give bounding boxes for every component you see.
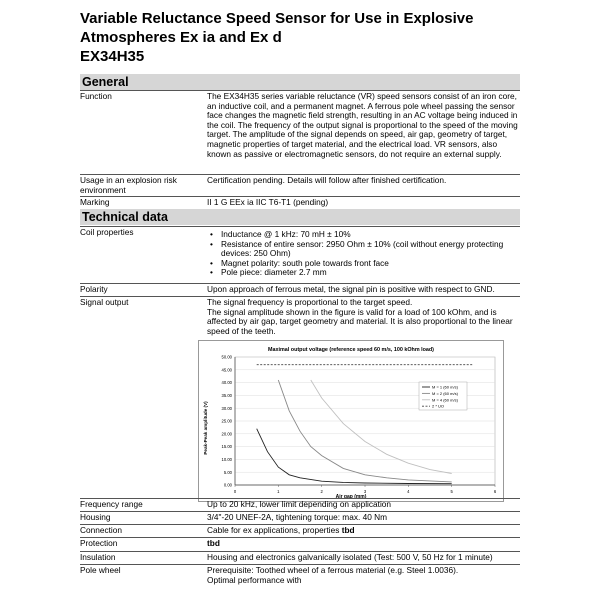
freq-text: Up to 20 kHz, lower limit depending on application (207, 499, 392, 509)
model-number: EX34H35 (80, 48, 145, 65)
chart-title: Maximal output voltage (reference speed 60 m/s, 100 kOhm load) (268, 347, 434, 353)
title-line-1: Variable Reluctance Speed Sensor for Use in Explosive (80, 10, 474, 27)
polewheel-text-wrap (207, 566, 520, 585)
row-frequency-range (80, 498, 520, 511)
housing-text: 3/4"-20 UNEF-2A, tightening torque: max. 40 Nm (207, 512, 388, 522)
row-connection (80, 524, 520, 537)
polarity-text: Upon approach of ferrous metal, the signal pin is positive with respect to GND. (207, 284, 495, 294)
connection-label: Connection (80, 525, 122, 535)
polarity-label: Polarity (80, 284, 108, 294)
row-function (80, 90, 520, 175)
title-line-2: Atmospheres Ex ia and Ex d (80, 29, 282, 46)
protection-text: tbd (207, 538, 220, 548)
section-general-heading: General (80, 74, 520, 90)
coil-list-wrap (207, 230, 520, 278)
marking-label: Marking (80, 197, 110, 207)
coil-item: • Inductance @ 1 kHz: 70 mH ± 10% (207, 230, 520, 240)
polewheel-text-2: Optimal performance with (207, 574, 302, 585)
connection-tbd: tbd (341, 525, 355, 535)
coil-item: • Pole piece: diameter 2.7 mm (207, 268, 520, 278)
y-tick-label: 10.00 (221, 457, 232, 462)
y-tick-label: 0.00 (223, 482, 232, 488)
freq-label: Frequency range (80, 499, 143, 509)
signal-label: Signal output (80, 297, 129, 307)
legend-entry: 2 * UO (432, 403, 445, 409)
legend-entry: M = 2 (60 m/s) (432, 390, 458, 396)
x-tick-label: 3 (363, 489, 367, 494)
y-tick-label: 35.00 (221, 393, 232, 398)
chart-svg (199, 341, 503, 501)
output-voltage-chart (198, 340, 504, 502)
row-protection (80, 537, 520, 550)
legend-entry: M = 1 (60 m/s) (432, 384, 458, 390)
insulation-text: Housing and electronics galvanically isolated (Test: 500 V, 50 Hz for 1 minute) (207, 552, 493, 562)
signal-text-2: The signal amplitude shown in the figure is valid for a load of 100 kOhm, and is affected by air gap, target geometry and material. It is also proportional to the linear speed of the teeth. (207, 306, 513, 336)
usage-text: Certification pending. Details will follow after finished certification. (207, 175, 447, 185)
section-technical-heading: Technical data (80, 209, 520, 225)
polewheel-text-1: Prerequisite: Toothed wheel of a ferrous material (e.g. Steel 1.0036). (207, 565, 459, 575)
row-usage (80, 174, 520, 197)
x-tick-label: 2 (320, 489, 323, 494)
function-label: Function (80, 91, 112, 101)
y-tick-label: 15.00 (221, 444, 232, 450)
x-tick-label: 6 (493, 489, 497, 494)
row-insulation (80, 551, 520, 564)
y-tick-label: 25.00 (221, 418, 232, 424)
coil-label: Coil properties (80, 227, 134, 237)
signal-text-1: The signal frequency is proportional to the target speed. (207, 297, 413, 307)
row-housing (80, 511, 520, 524)
polewheel-label: Pole wheel (80, 565, 121, 575)
protection-label: Protection (80, 538, 118, 548)
document-title (80, 9, 530, 66)
row-marking (80, 196, 520, 209)
chart-ylabel: Peak-Peak amplitude (V) (203, 401, 208, 455)
x-tick-label: 0 (233, 489, 237, 494)
y-tick-label: 20.00 (221, 431, 232, 437)
function-text: The EX34H35 series variable reluctance (VR) speed sensors consist of an iron core, an inductive coil, and a permanent magnet. A ferrous pole wheel passing the sensor face changes the magnetic field strength, resulting in an AC voltage being induced in the coil. The frequency of the output signal is proportional to the speed of the moving target. The amplitude of the signal depends on speed, air gap, geometry of target, magnetic properties of target material, and the electrical load. VR sensors, also known as passive or electromagnetic sensors, do not require an external supply. (207, 91, 518, 159)
legend-entry: M = 4 (60 m/s) (432, 397, 458, 403)
marking-text: II 1 G EEx ia IIC T6-T1 (pending) (207, 197, 329, 207)
y-tick-label: 5.00 (223, 469, 232, 475)
connection-text: Cable for ex applications, properties (207, 525, 340, 535)
connection-value (207, 526, 520, 536)
y-tick-label: 40.00 (221, 380, 232, 386)
x-tick-label: 1 (277, 489, 280, 494)
row-coil-properties (80, 226, 520, 283)
coil-item: • Magnet polarity: south pole towards front face (207, 259, 520, 269)
protection-value (207, 539, 520, 549)
chart-xlabel: Air gap (mm) (335, 494, 367, 500)
row-pole-wheel (80, 564, 520, 589)
coil-item: • Resistance of entire sensor: 2950 Ohm ± 10% (coil without energy protecting devices: 250 Ohm) (207, 240, 520, 259)
coil-properties-list (207, 230, 520, 278)
row-polarity (80, 283, 520, 296)
y-tick-label: 45.00 (221, 367, 232, 373)
x-tick-label: 4 (407, 489, 410, 494)
y-tick-label: 50.00 (221, 354, 232, 360)
insulation-label: Insulation (80, 552, 116, 562)
usage-label: Usage in an explosion risk environment (80, 175, 177, 195)
housing-label: Housing (80, 512, 111, 522)
signal-text-wrap (207, 298, 520, 336)
x-tick-label: 5 (450, 489, 453, 494)
y-tick-label: 30.00 (221, 405, 232, 411)
